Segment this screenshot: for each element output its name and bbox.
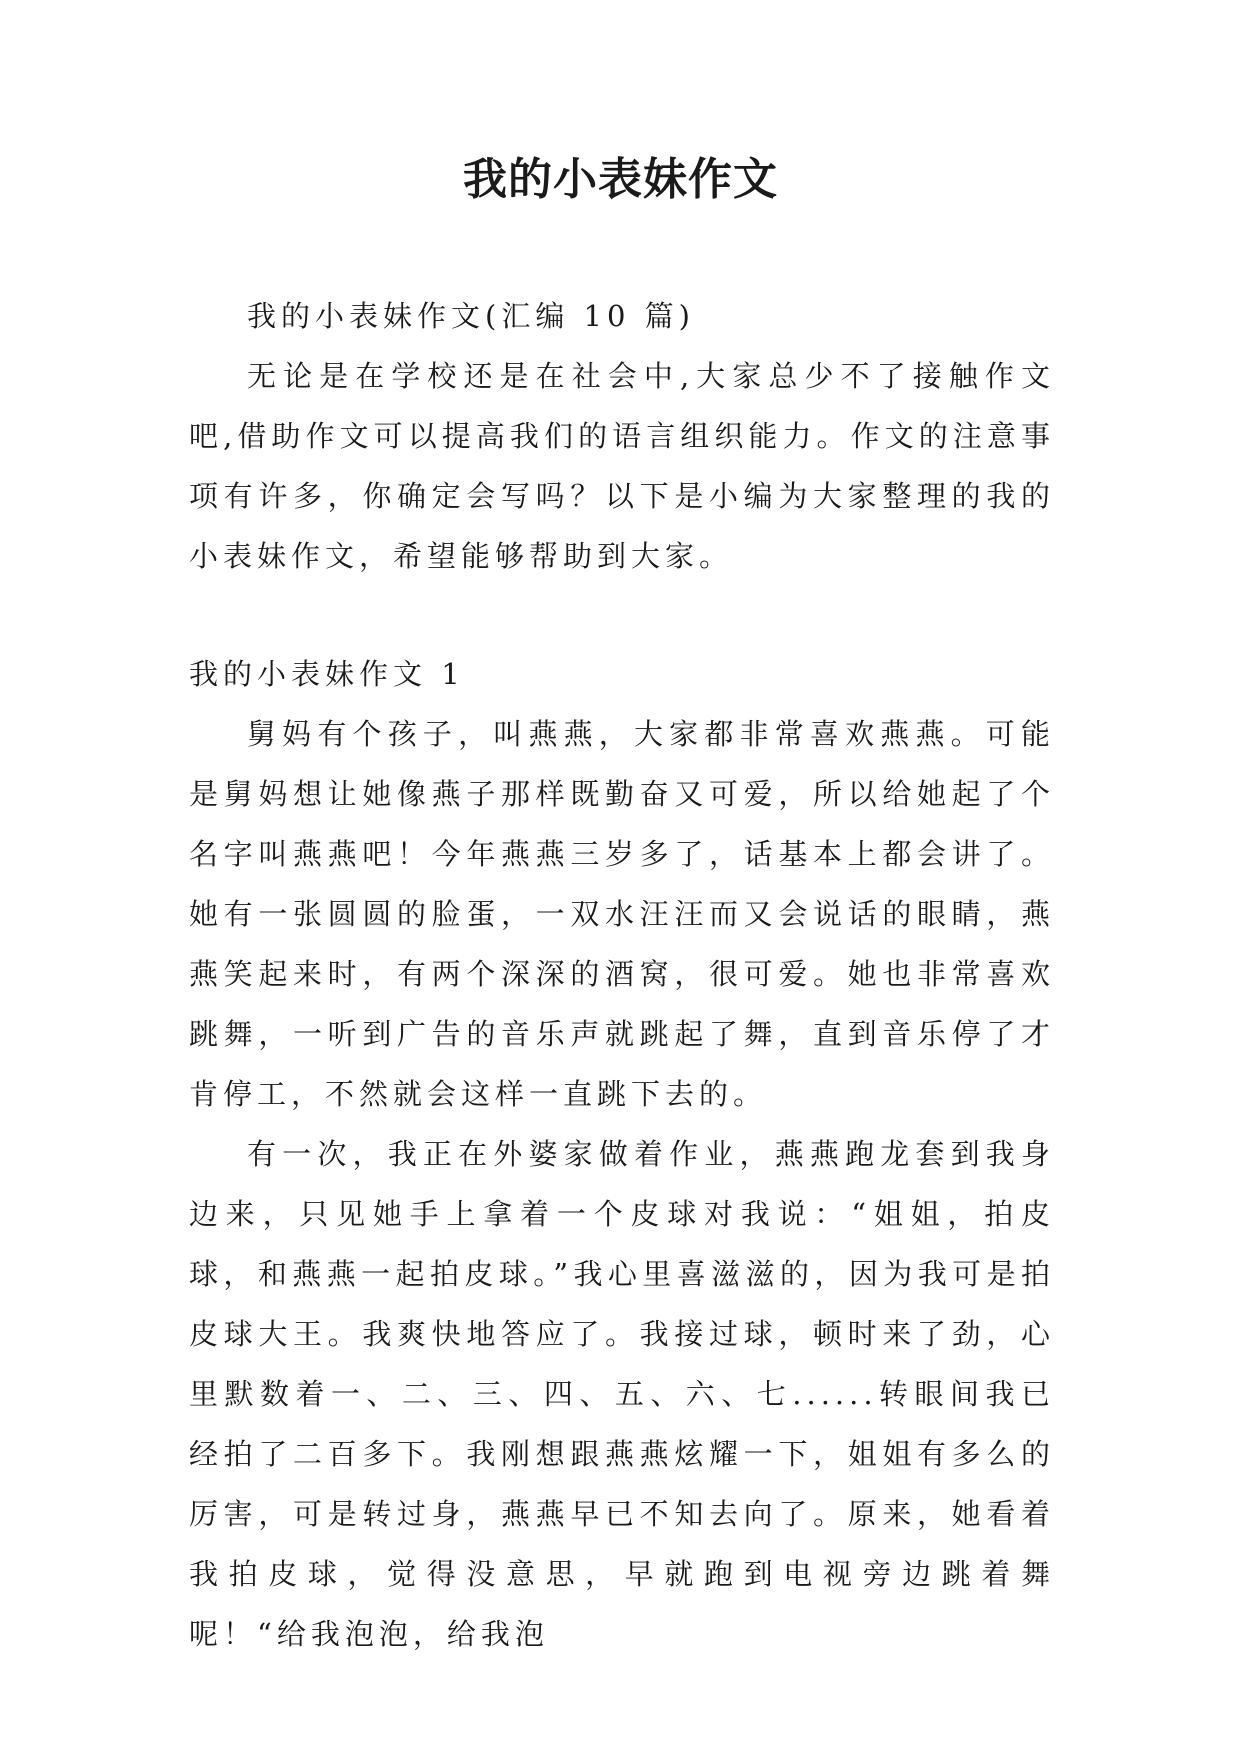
document-body	[189, 286, 1055, 1664]
body-paragraph: 有一次，我正在外婆家做着作业，燕燕跑龙套到我身边来，只见她手上拿着一个皮球对我说：“姐姐，拍皮球，和燕燕一起拍皮球。”我心里喜滋滋的，因为我可是拍皮球大王。我爽快地答应了。我接过球，顿时来了劲，心里默数着一、二、三、四、五、六、七......转眼间我已经拍了二百多下。我刚想跟燕燕炫耀一下，姐姐有多么的厉害，可是转过身，燕燕早已不知去向了。原来，她看着我拍皮球，觉得没意思，早就跑到电视旁边跳着舞呢！“给我泡泡，给我泡	[189, 1137, 1055, 1651]
body-paragraph: 舅妈有个孩子，叫燕燕，大家都非常喜欢燕燕。可能是舅妈想让她像燕子那样既勤奋又可爱，所以给她起了个名字叫燕燕吧！今年燕燕三岁多了，话基本上都会讲了。她有一张圆圆的脸蛋，一双水汪汪而又会说话的眼睛，燕燕笑起来时，有两个深深的酒窝，很可爱。她也非常喜欢跳舞，一听到广告的音乐声就跳起了舞，直到音乐停了才肯停工，不然就会这样一直跳下去的。	[189, 717, 1055, 1111]
document-title: 我的小表妹作文	[463, 154, 778, 205]
section-heading: 我的小表妹作文 1	[189, 657, 465, 691]
intro-paragraph: 无论是在学校还是在社会中,大家总少不了接触作文吧,借助作文可以提高我们的语言组织能力。作文的注意事项有许多，你确定会写吗？以下是小编为大家整理的我的小表妹作文，希望能够帮助到大家。	[189, 359, 1055, 573]
document-subtitle: 我的小表妹作文(汇编 10 篇)	[247, 299, 695, 333]
